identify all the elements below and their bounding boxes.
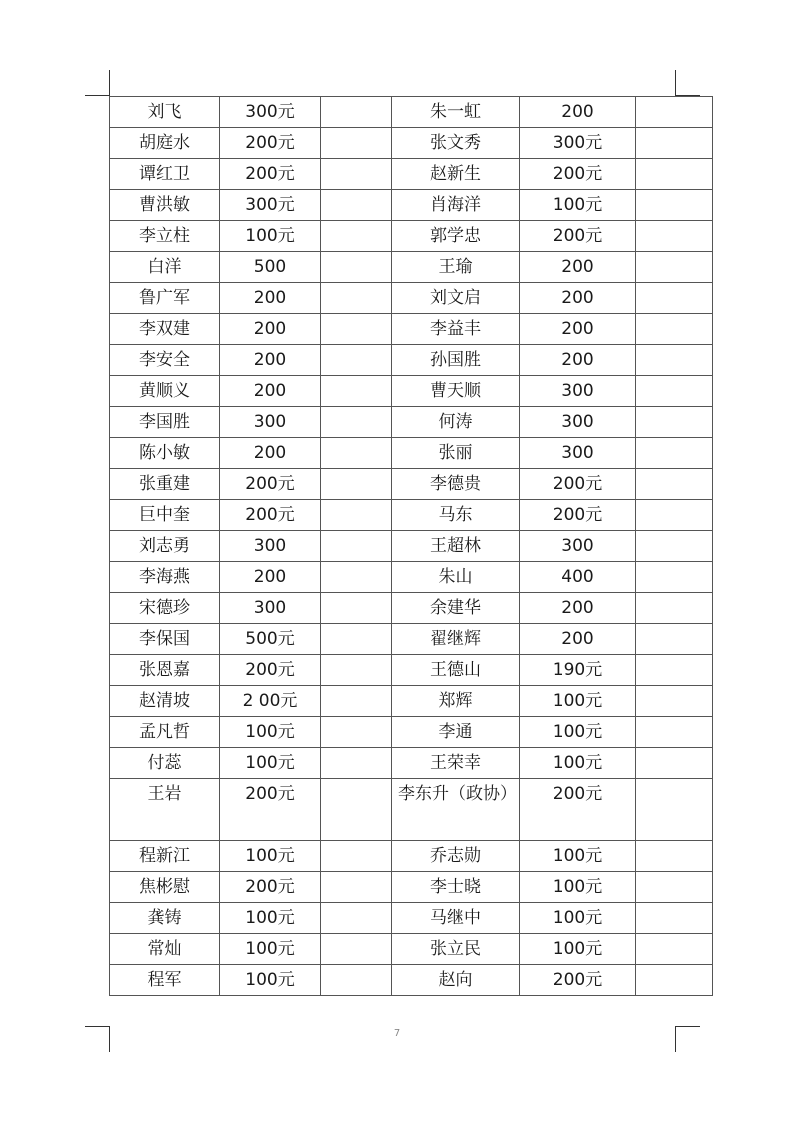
blank-cell <box>321 655 392 686</box>
amount-cell: 200 <box>220 562 321 593</box>
name-cell: 孟凡哲 <box>110 717 220 748</box>
table-row <box>110 562 713 593</box>
blank-cell <box>636 128 713 159</box>
amount-cell: 400 <box>520 562 636 593</box>
amount-cell: 200 <box>220 345 321 376</box>
name-cell: 王超林 <box>392 531 520 562</box>
amount-cell: 100元 <box>520 872 636 903</box>
name-cell: 李益丰 <box>392 314 520 345</box>
blank-cell <box>321 748 392 779</box>
amount-cell: 100元 <box>520 748 636 779</box>
amount-cell: 100元 <box>220 903 321 934</box>
blank-cell <box>321 314 392 345</box>
donation-table <box>109 96 713 996</box>
table-row <box>110 345 713 376</box>
name-cell: 李士晓 <box>392 872 520 903</box>
amount-cell: 500元 <box>220 624 321 655</box>
blank-cell <box>636 159 713 190</box>
blank-cell <box>321 779 392 841</box>
amount-cell: 300 <box>520 407 636 438</box>
blank-cell <box>321 283 392 314</box>
name-cell: 李国胜 <box>110 407 220 438</box>
page-number: 7 <box>393 1028 401 1039</box>
amount-cell: 200元 <box>220 500 321 531</box>
name-cell: 常灿 <box>110 934 220 965</box>
name-cell: 朱一虹 <box>392 97 520 128</box>
table-row <box>110 965 713 996</box>
name-cell: 乔志勋 <box>392 841 520 872</box>
blank-cell <box>321 934 392 965</box>
amount-cell: 300元 <box>220 97 321 128</box>
table-row <box>110 438 713 469</box>
blank-cell <box>636 438 713 469</box>
name-cell: 孙国胜 <box>392 345 520 376</box>
table-row <box>110 314 713 345</box>
blank-cell <box>636 655 713 686</box>
blank-cell <box>321 190 392 221</box>
name-cell: 张立民 <box>392 934 520 965</box>
blank-cell <box>321 841 392 872</box>
crop-mark-top-left-horizontal <box>85 95 109 96</box>
table-row <box>110 593 713 624</box>
blank-cell <box>321 97 392 128</box>
name-cell: 刘志勇 <box>110 531 220 562</box>
name-cell: 郑辉 <box>392 686 520 717</box>
table-row <box>110 128 713 159</box>
blank-cell <box>321 562 392 593</box>
amount-cell: 200元 <box>520 500 636 531</box>
amount-cell: 200 <box>220 376 321 407</box>
name-cell: 曹洪敏 <box>110 190 220 221</box>
name-cell: 王德山 <box>392 655 520 686</box>
name-cell: 程军 <box>110 965 220 996</box>
amount-cell: 500 <box>220 252 321 283</box>
blank-cell <box>636 562 713 593</box>
blank-cell <box>321 624 392 655</box>
amount-cell: 200元 <box>220 469 321 500</box>
name-cell: 刘飞 <box>110 97 220 128</box>
blank-cell <box>636 872 713 903</box>
name-cell: 马东 <box>392 500 520 531</box>
amount-cell: 200元 <box>220 159 321 190</box>
name-cell: 陈小敏 <box>110 438 220 469</box>
name-cell: 程新江 <box>110 841 220 872</box>
table-row <box>110 283 713 314</box>
blank-cell <box>321 345 392 376</box>
blank-cell <box>321 717 392 748</box>
name-cell: 赵清坡 <box>110 686 220 717</box>
blank-cell <box>636 283 713 314</box>
crop-mark-bottom-right-horizontal <box>675 1026 700 1027</box>
table-row <box>110 97 713 128</box>
blank-cell <box>321 593 392 624</box>
blank-cell <box>321 159 392 190</box>
table-row <box>110 190 713 221</box>
table-row <box>110 717 713 748</box>
name-cell: 李安全 <box>110 345 220 376</box>
name-cell: 白洋 <box>110 252 220 283</box>
name-cell: 郭学忠 <box>392 221 520 252</box>
name-cell: 赵新生 <box>392 159 520 190</box>
amount-cell: 100元 <box>220 717 321 748</box>
amount-cell: 100元 <box>220 934 321 965</box>
table-row <box>110 376 713 407</box>
crop-mark-top-right-vertical <box>675 70 676 96</box>
blank-cell <box>321 686 392 717</box>
blank-cell <box>636 97 713 128</box>
amount-cell: 100元 <box>520 934 636 965</box>
name-cell: 李双建 <box>110 314 220 345</box>
amount-cell: 100元 <box>220 965 321 996</box>
blank-cell <box>321 128 392 159</box>
amount-cell: 200 <box>220 314 321 345</box>
blank-cell <box>321 872 392 903</box>
name-cell: 马继中 <box>392 903 520 934</box>
amount-cell: 300 <box>220 593 321 624</box>
amount-cell: 200元 <box>220 655 321 686</box>
blank-cell <box>636 500 713 531</box>
table-row <box>110 624 713 655</box>
blank-cell <box>636 345 713 376</box>
name-cell: 胡庭水 <box>110 128 220 159</box>
name-cell: 焦彬慰 <box>110 872 220 903</box>
blank-cell <box>636 934 713 965</box>
amount-cell: 300 <box>220 531 321 562</box>
amount-cell: 200 <box>520 97 636 128</box>
name-cell: 何涛 <box>392 407 520 438</box>
table-row <box>110 531 713 562</box>
name-cell: 王荣幸 <box>392 748 520 779</box>
name-cell: 李海燕 <box>110 562 220 593</box>
blank-cell <box>321 252 392 283</box>
crop-mark-bottom-left-horizontal <box>85 1026 109 1027</box>
blank-cell <box>321 469 392 500</box>
blank-cell <box>636 469 713 500</box>
crop-mark-top-left-vertical <box>109 70 110 96</box>
blank-cell <box>321 221 392 252</box>
blank-cell <box>636 748 713 779</box>
name-cell: 李立柱 <box>110 221 220 252</box>
name-cell: 翟继辉 <box>392 624 520 655</box>
blank-cell <box>636 686 713 717</box>
name-cell: 朱山 <box>392 562 520 593</box>
amount-cell: 200 <box>520 593 636 624</box>
amount-cell: 200 <box>520 283 636 314</box>
table-row <box>110 221 713 252</box>
name-cell: 张丽 <box>392 438 520 469</box>
amount-cell: 200元 <box>220 128 321 159</box>
table-row <box>110 779 713 841</box>
amount-cell: 100元 <box>520 686 636 717</box>
blank-cell <box>636 221 713 252</box>
table-row <box>110 872 713 903</box>
amount-cell: 300 <box>520 531 636 562</box>
amount-cell: 200元 <box>520 779 636 841</box>
amount-cell: 300元 <box>520 128 636 159</box>
amount-cell: 100元 <box>220 748 321 779</box>
name-cell: 李通 <box>392 717 520 748</box>
table-row <box>110 841 713 872</box>
amount-cell: 300 <box>520 376 636 407</box>
name-cell: 鲁广军 <box>110 283 220 314</box>
blank-cell <box>636 314 713 345</box>
name-cell: 宋德珍 <box>110 593 220 624</box>
table-row <box>110 500 713 531</box>
amount-cell: 200元 <box>220 872 321 903</box>
name-cell: 龚铸 <box>110 903 220 934</box>
amount-cell: 200元 <box>520 965 636 996</box>
table-row <box>110 903 713 934</box>
table-row <box>110 748 713 779</box>
name-cell: 刘文启 <box>392 283 520 314</box>
amount-cell: 200 <box>520 252 636 283</box>
amount-cell: 300元 <box>220 190 321 221</box>
blank-cell <box>321 531 392 562</box>
name-cell: 余建华 <box>392 593 520 624</box>
amount-cell: 200 <box>220 283 321 314</box>
donation-table-body <box>110 97 713 996</box>
table-row <box>110 252 713 283</box>
amount-cell: 200元 <box>520 469 636 500</box>
table-row <box>110 655 713 686</box>
amount-cell: 200 <box>520 345 636 376</box>
amount-cell: 100元 <box>220 841 321 872</box>
blank-cell <box>321 407 392 438</box>
name-cell: 李德贵 <box>392 469 520 500</box>
name-cell: 肖海洋 <box>392 190 520 221</box>
name-cell: 黄顺义 <box>110 376 220 407</box>
table-row <box>110 686 713 717</box>
name-cell: 王瑜 <box>392 252 520 283</box>
amount-cell: 200元 <box>520 221 636 252</box>
blank-cell <box>636 624 713 655</box>
blank-cell <box>636 717 713 748</box>
blank-cell <box>636 593 713 624</box>
amount-cell: 200元 <box>520 159 636 190</box>
table-row <box>110 469 713 500</box>
table-row <box>110 934 713 965</box>
name-cell: 付蕊 <box>110 748 220 779</box>
blank-cell <box>321 438 392 469</box>
name-cell: 张重建 <box>110 469 220 500</box>
name-cell: 李保国 <box>110 624 220 655</box>
amount-cell: 200 <box>520 624 636 655</box>
amount-cell: 200 <box>520 314 636 345</box>
blank-cell <box>636 531 713 562</box>
amount-cell: 100元 <box>520 841 636 872</box>
name-cell: 谭红卫 <box>110 159 220 190</box>
amount-cell: 200元 <box>220 779 321 841</box>
blank-cell <box>636 407 713 438</box>
blank-cell <box>321 500 392 531</box>
blank-cell <box>636 779 713 841</box>
blank-cell <box>636 903 713 934</box>
amount-cell: 190元 <box>520 655 636 686</box>
blank-cell <box>636 376 713 407</box>
blank-cell <box>321 965 392 996</box>
name-cell: 张恩嘉 <box>110 655 220 686</box>
amount-cell: 100元 <box>220 221 321 252</box>
blank-cell <box>321 376 392 407</box>
blank-cell <box>636 190 713 221</box>
table-row <box>110 407 713 438</box>
amount-cell: 100元 <box>520 717 636 748</box>
name-cell: 曹天顺 <box>392 376 520 407</box>
name-cell: 赵向 <box>392 965 520 996</box>
name-cell: 李东升（政协） <box>392 779 520 841</box>
name-cell: 王岩 <box>110 779 220 841</box>
blank-cell <box>636 841 713 872</box>
name-cell: 张文秀 <box>392 128 520 159</box>
name-cell: 巨中奎 <box>110 500 220 531</box>
amount-cell: 200 <box>220 438 321 469</box>
amount-cell: 300 <box>220 407 321 438</box>
table-row <box>110 159 713 190</box>
amount-cell: 100元 <box>520 903 636 934</box>
amount-cell: 100元 <box>520 190 636 221</box>
amount-cell: 2 00元 <box>220 686 321 717</box>
blank-cell <box>636 252 713 283</box>
blank-cell <box>636 965 713 996</box>
blank-cell <box>321 903 392 934</box>
amount-cell: 300 <box>520 438 636 469</box>
